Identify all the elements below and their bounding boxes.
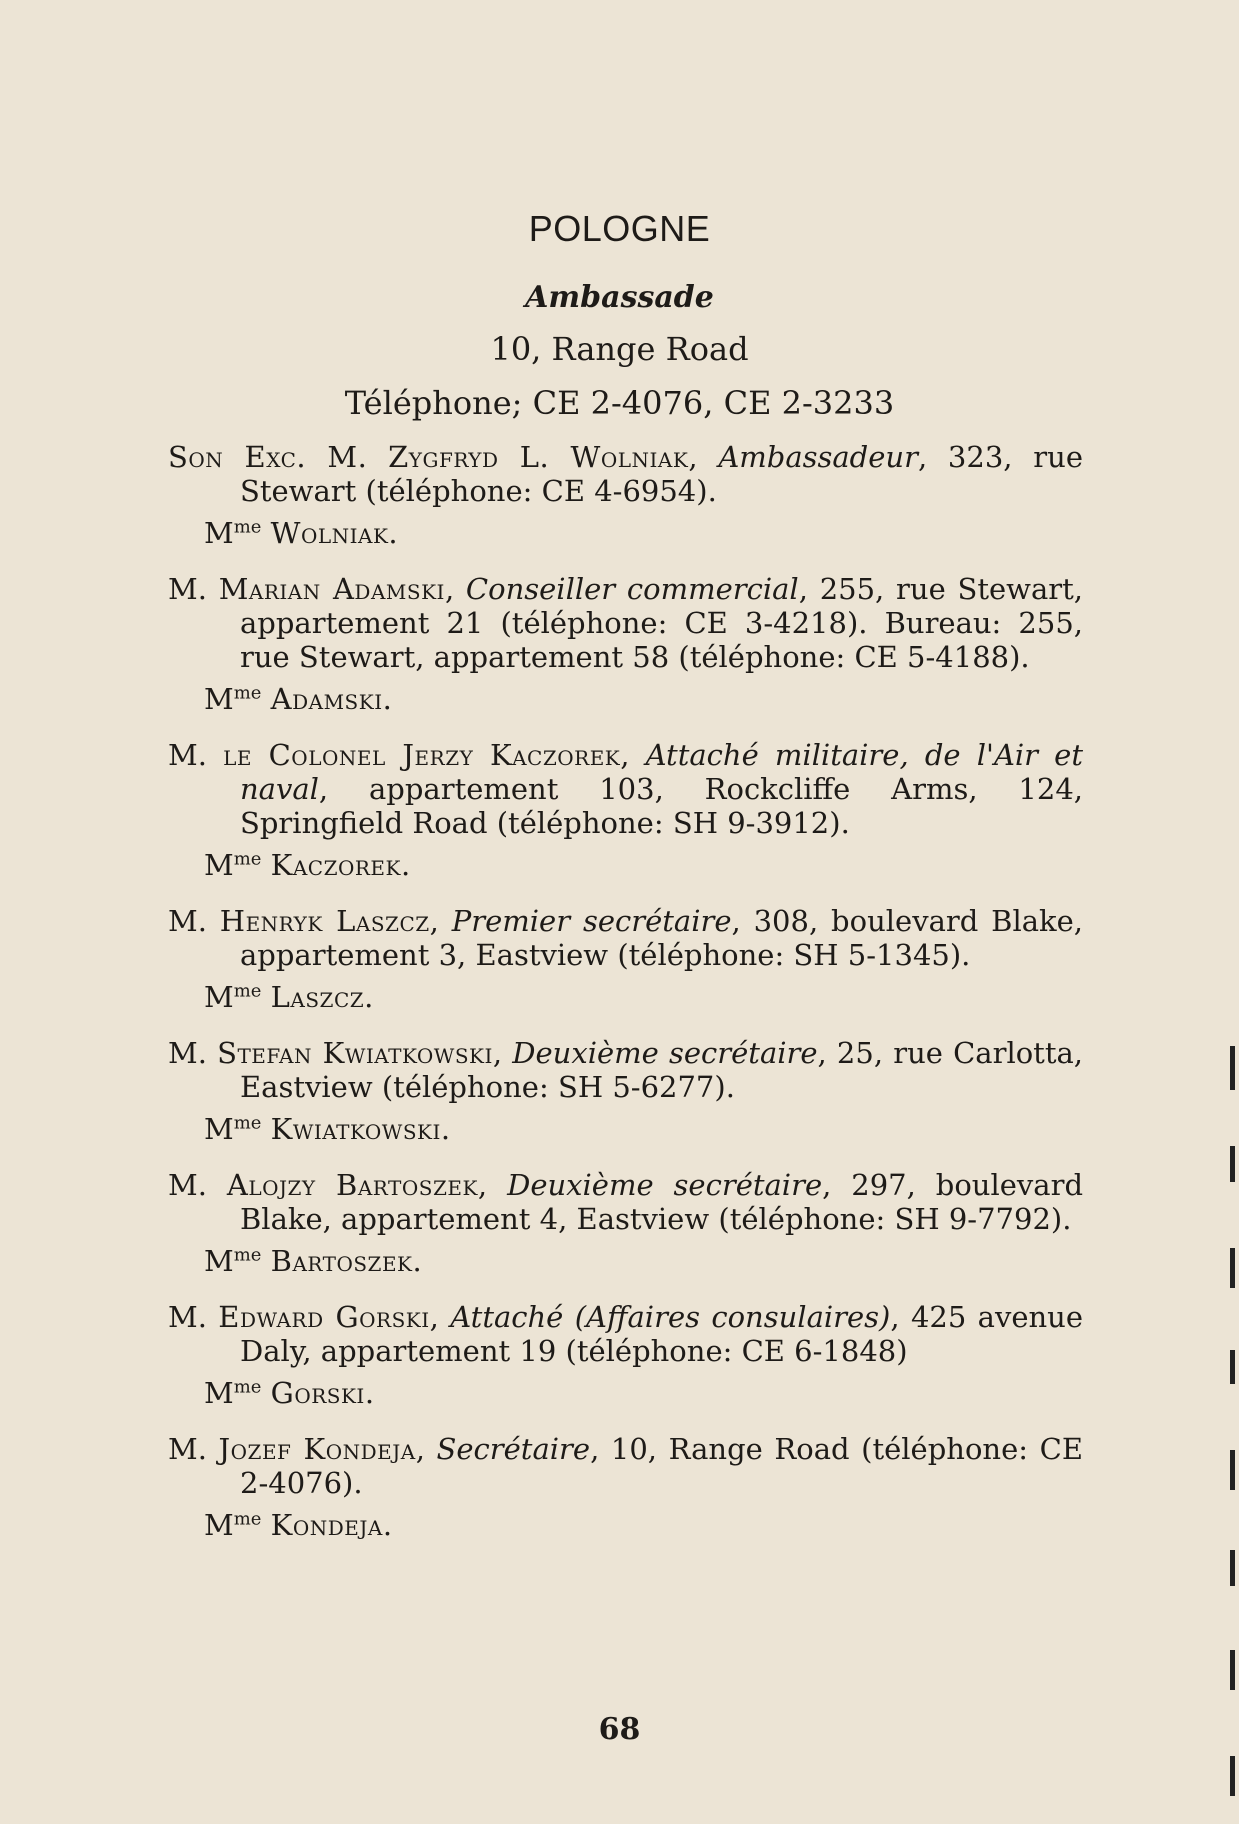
binding-mark [1230,1248,1235,1288]
staff-name: Zygfryd L. Wolniak [388,440,689,474]
staff-title: Attaché (Affaires consulaires) [450,1300,891,1334]
staff-details: , 255, rue Stewart, appartement 21 (téléphone: CE 3-4218). Bureau: 255, rue Stewart, appartement 58 (téléphone: CE 5-4188). [240,572,1084,674]
staff-entry: M. Stefan Kwiatkowski, Deuxième secrétaire, 25, rue Carlotta, Eastview (téléphone: SH 5-6277). $M^{me}$ Kwiatkowski. [168,1036,1083,1146]
entry-prefix: M. [168,1168,207,1202]
spouse-name: Bartoszek. [270,1244,423,1278]
entry-prefix: M. [168,1036,207,1070]
binding-mark [1230,1450,1235,1490]
staff-entry: M. Alojzy Bartoszek, Deuxième secrétaire, 297, boulevard Blake, appartement 4, Eastview (téléphone: SH 9-7792). $M^{me}$ Bartoszek. [168,1168,1084,1278]
entry-prefix: M. [168,1300,207,1334]
spouse-name: Wolniak. [270,516,399,550]
spouse-line: $M^{me}$ Kwiatkowski. [204,1112,451,1146]
staff-name: le Colonel Jerzy Kaczorek [223,738,621,772]
staff-entry: M. Jozef Kondeja, Secrétaire, 10, Range Road (téléphone: CE 2-4076). $M^{me}$ Kondeja. [168,1432,1083,1542]
staff-title: Deuxième secrétaire [507,1168,823,1202]
staff-name: Henryk Laszcz [219,904,430,938]
spouse-line: $M^{me}$ Laszcz. [204,980,374,1014]
staff-name: Jozef Kondeja [218,1432,416,1466]
staff-name: Marian Adamski [218,572,445,606]
staff-details: , 10, Range Road (téléphone: CE 2-4076). [240,1432,1083,1500]
binding-mark [1230,1550,1235,1586]
staff-title: Ambassadeur [718,440,918,474]
entry-prefix: M. [168,1432,207,1466]
spouse-name: Laszcz. [270,980,374,1014]
binding-mark [1230,1350,1235,1384]
staff-name: Edward Gorski [218,1300,430,1334]
entry-prefix: M. [168,904,207,938]
spouse-name: Gorski. [270,1376,375,1410]
staff-entry: M. Edward Gorski, Attaché (Affaires consulaires), 425 avenue Daly, appartement 19 (téléphone: CE 6-1848) $M^{me}$ Gorski. [168,1300,1084,1410]
binding-mark [1230,1146,1235,1182]
staff-name: Alojzy Bartoszek [226,1168,478,1202]
embassy-telephone: Téléphone; CE 2-4076, CE 2-3233 [344,384,895,422]
staff-title: Secrétaire [436,1432,591,1466]
spouse-line: $M^{me}$ Kondeja. [204,1508,393,1542]
entry-prefix: M. [168,738,207,772]
entry-prefix: M. [168,572,207,606]
staff-entry: M. Henryk Laszcz, Premier secrétaire, 308, boulevard Blake, appartement 3, Eastview (téléphone: SH 5-1345). $M^{me}$ Laszcz. [168,904,1083,1014]
spouse-line: $M^{me}$ Bartoszek. [204,1244,423,1278]
embassy-address: 10, Range Road [490,330,749,368]
spouse-line: $M^{me}$ Wolniak. [204,516,399,550]
staff-details: , 297, boulevard Blake, appartement 4, Eastview (téléphone: SH 9-7792). [240,1168,1084,1236]
staff-name: Stefan Kwiatkowski [217,1036,493,1070]
staff-list [168,440,1083,1564]
staff-entry: M. le Colonel Jerzy Kaczorek, Attaché militaire, de l'Air et naval, appartement 103, Rockcliffe Arms, 124, Springfield Road (téléphone: SH 9-3912). $M^{me}$ Kaczorek. [168,738,1084,882]
spouse-name: Kwiatkowski. [270,1112,451,1146]
staff-entry: Son Exc. M. Zygfryd L. Wolniak, Ambassadeur, 323, rue Stewart (téléphone: CE 4-6954). $M^{me}$ Wolniak. [168,440,1083,550]
spouse-name: Kaczorek. [270,848,411,882]
staff-details: , 25, rue Carlotta, Eastview (téléphone: SH 5-6277). [240,1036,1083,1104]
binding-mark [1230,1756,1235,1796]
country-heading: POLOGNE [528,208,711,249]
staff-entry: M. Marian Adamski, Conseiller commercial, 255, rue Stewart, appartement 21 (téléphone: CE 3-4218). Bureau: 255, rue Stewart, appartement 58 (téléphone: CE 5-4188). $M^{me}$ Adamski. [168,572,1084,716]
spouse-name: Adamski. [270,682,393,716]
staff-title: Premier secrétaire [451,904,732,938]
staff-title: Conseiller commercial [465,572,799,606]
mission-type: Ambassade [525,280,714,315]
staff-title: Deuxième secrétaire [512,1036,818,1070]
spouse-name: Kondeja. [270,1508,393,1542]
page-number: 68 [598,1712,641,1747]
spouse-line: $M^{me}$ Kaczorek. [204,848,411,882]
spouse-line: $M^{me}$ Adamski. [204,682,393,716]
staff-title: Attaché militaire, de l'Air et naval [240,738,1084,806]
staff-details: , 323, rue Stewart (téléphone: CE 4-6954). [240,440,1083,508]
entry-prefix: Son Exc. M. [168,440,368,474]
spouse-line: $M^{me}$ Gorski. [204,1376,375,1410]
staff-details: , 425 avenue Daly, appartement 19 (téléphone: CE 6-1848) [240,1300,1084,1368]
binding-mark [1230,1046,1235,1090]
staff-details: , 308, boulevard Blake, appartement 3, Eastview (téléphone: SH 5-1345). [240,904,1083,972]
binding-mark [1230,1650,1235,1690]
staff-details: , appartement 103, Rockcliffe Arms, 124, Springfield Road (téléphone: SH 9-3912). [240,772,1083,840]
